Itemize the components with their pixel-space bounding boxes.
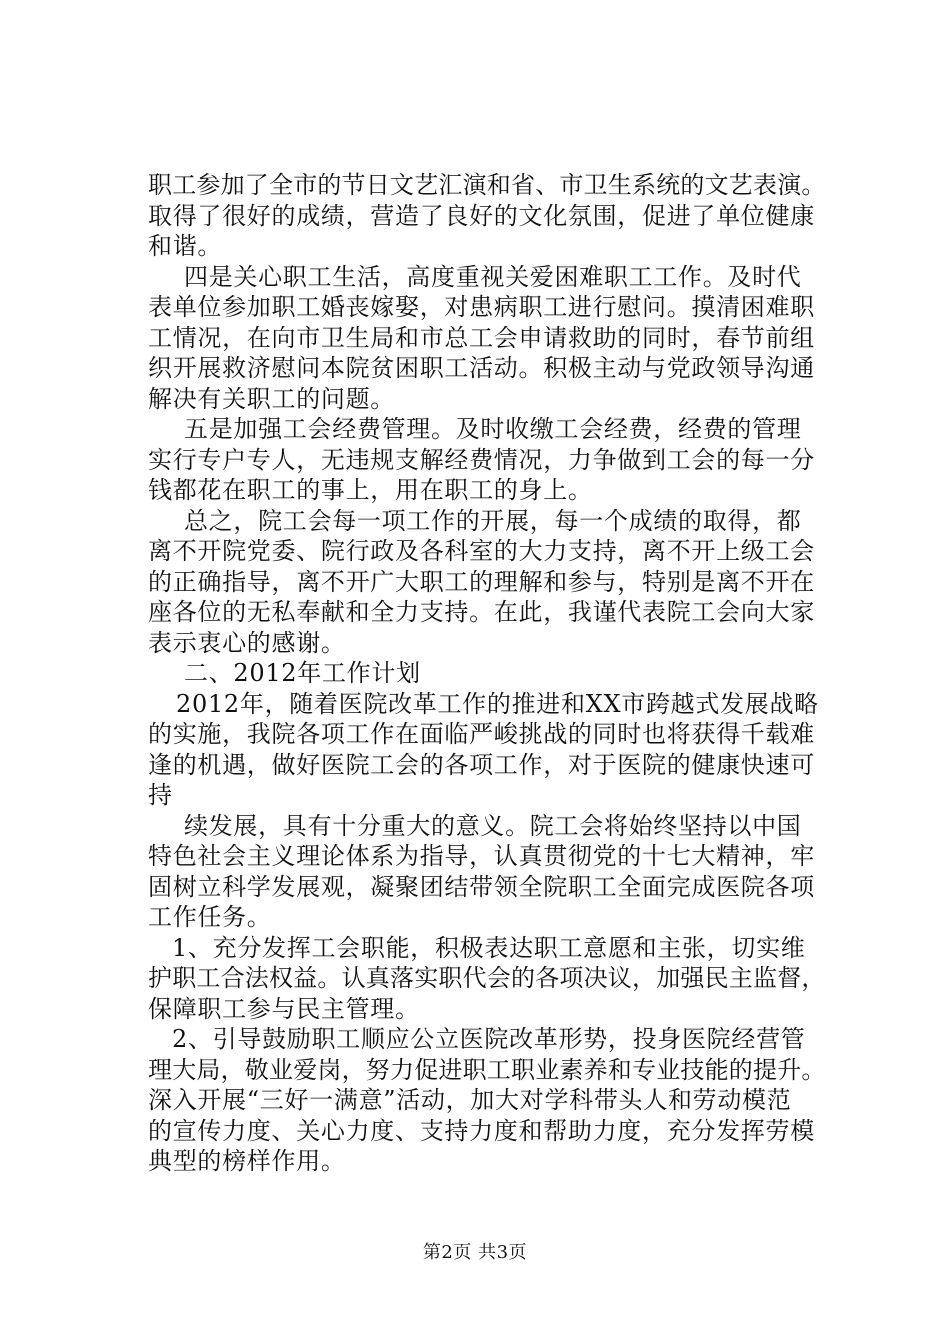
- text-line: 表示衷心的感谢。: [148, 628, 346, 657]
- text-line: 固树立科学发展观，凝聚团结带领全院职工全面完成医院各项: [148, 872, 815, 901]
- text-line: 五是加强工会经费管理。及时收缴工会经费，经费的管理: [184, 415, 802, 443]
- text-line: 典型的榜样作用。: [148, 1147, 346, 1175]
- page-number-footer: 第2页 共3页: [422, 1242, 528, 1263]
- text-line: 深入开展“三好一满意”活动，加大对学科带头人和劳动模范: [148, 1086, 792, 1114]
- text-line: 的实施，我院各项工作在面临严峻挑战的同时也将获得千载难: [148, 720, 815, 748]
- text-line: 工情况，在向市卫生局和市总工会申请救助的同时，春节前组: [148, 323, 815, 352]
- text-line: 钱都花在职工的事上，用在职工的身上。: [148, 476, 593, 504]
- text-line: 逢的机遇，做好医院工会的各项工作，对于医院的健康快速可: [148, 750, 815, 779]
- text-line: 保障职工参与民主管理。: [148, 994, 420, 1023]
- text-line: 理大局，敬业爱岗，努力促进职工职业素养和专业技能的提升。: [148, 1055, 826, 1084]
- text-line: 实行专户专人，无违规支解经费情况，力争做到工会的每一分: [148, 445, 815, 474]
- document-body: [148, 170, 848, 1177]
- text-line: 特色社会主义理论体系为指导，认真贯彻党的十七大精神，牢: [148, 842, 815, 870]
- text-line: 离不开院党委、院行政及各科室的大力支持，离不开上级工会: [148, 537, 815, 565]
- section-heading: 二、2012年工作计划: [184, 659, 421, 687]
- text-line: 的正确指导，离不开广大职工的理解和参与，特别是离不开在: [148, 567, 815, 596]
- text-line: 2012年，随着医院改革工作的推进和XX市跨越式发展战略: [176, 689, 819, 718]
- text-line: 2、引导鼓励职工顺应公立医院改革形势，投身医院经营管: [172, 1025, 806, 1053]
- text-line: 解决有关职工的问题。: [148, 384, 395, 413]
- text-line: 织开展救济慰问本院贫困职工活动。积极主动与党政领导沟通: [148, 354, 815, 382]
- text-line: 总之，院工会每一项工作的开展，每一个成绩的取得，都: [184, 506, 802, 535]
- text-line: 的宣传力度、关心力度、支持力度和帮助力度，充分发挥劳模: [148, 1116, 815, 1145]
- text-line: 1、充分发挥工会职能，积极表达职工意愿和主张，切实维: [172, 933, 806, 962]
- text-line: 护职工合法权益。认真落实职代会的各项决议，加强民主监督，: [148, 964, 826, 992]
- text-line: 续发展，具有十分重大的意义。院工会将始终坚持以中国: [184, 811, 802, 840]
- text-line: 取得了很好的成绩，营造了良好的文化氛围，促进了单位健康: [148, 201, 815, 230]
- text-line: 和谐。: [148, 232, 223, 260]
- text-line: 持: [148, 781, 173, 809]
- text-line: 工作任务。: [148, 903, 272, 931]
- text-line: 表单位参加职工婚丧嫁娶，对患病职工进行慰问。摸清困难职: [148, 293, 815, 321]
- text-line: 座各位的无私奉献和全力支持。在此，我谨代表院工会向大家: [148, 598, 815, 626]
- text-line: 四是关心职工生活，高度重视关爱困难职工工作。及时代: [184, 262, 802, 291]
- text-line: 职工参加了全市的节日文艺汇演和省、市卫生系统的文艺表演。: [148, 171, 826, 199]
